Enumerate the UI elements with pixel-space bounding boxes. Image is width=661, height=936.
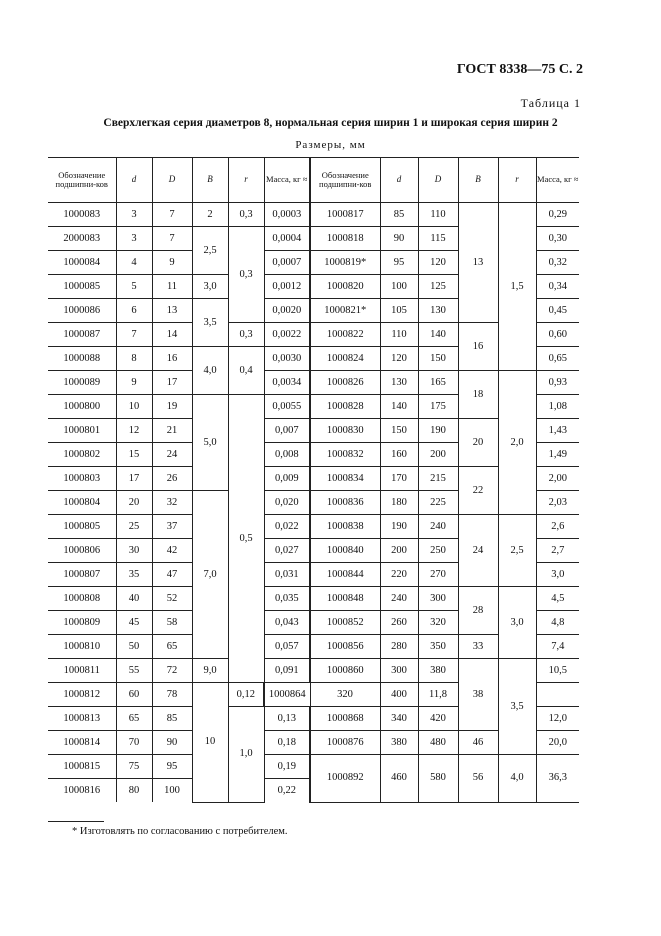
D-cell: 17 (152, 371, 192, 395)
D-cell: 7 (152, 227, 192, 251)
mass-cell: 0,0003 (264, 203, 310, 227)
column-header: Обозначение подшипни-ков (310, 158, 380, 203)
D-cell: 26 (152, 467, 192, 491)
mass-cell: 1,43 (536, 419, 579, 443)
designation-cell: 1000876 (310, 731, 380, 755)
d-cell: 100 (380, 275, 418, 299)
designation-cell: 1000830 (310, 419, 380, 443)
designation-cell: 1000089 (48, 371, 116, 395)
d-cell: 180 (380, 491, 418, 515)
D-cell: 16 (152, 347, 192, 371)
d-cell: 300 (380, 659, 418, 683)
table-number: Таблица 1 (520, 96, 581, 110)
designation-cell: 1000087 (48, 323, 116, 347)
d-cell: 110 (380, 323, 418, 347)
D-cell: 72 (152, 659, 192, 683)
d-cell: 5 (116, 275, 152, 299)
D-cell: 52 (152, 587, 192, 611)
mass-cell: 0,022 (264, 515, 310, 539)
mass-cell: 36,3 (536, 755, 579, 803)
B-cell: 3,0 (192, 275, 228, 299)
designation-cell: 1000822 (310, 323, 380, 347)
d-cell: 240 (380, 587, 418, 611)
designation-cell: 1000832 (310, 443, 380, 467)
d-cell: 75 (116, 755, 152, 779)
D-cell: 21 (152, 419, 192, 443)
r-cell: 0,3 (228, 203, 264, 227)
footnote: * Изготовлять по согласованию с потребителем. (72, 826, 288, 837)
bearing-dimensions-table (48, 157, 579, 803)
designation-cell: 1000852 (310, 611, 380, 635)
d-cell: 35 (116, 563, 152, 587)
mass-cell: 0,020 (264, 491, 310, 515)
d-cell: 17 (116, 467, 152, 491)
B-cell: 38 (458, 659, 498, 731)
column-header: r (498, 158, 536, 203)
d-cell: 280 (380, 635, 418, 659)
designation-cell: 1000815 (48, 755, 116, 779)
r-cell: 0,3 (228, 323, 264, 347)
mass-cell: 0,30 (536, 227, 579, 251)
mass-cell: 0,035 (264, 587, 310, 611)
table-row (48, 587, 579, 611)
mass-cell: 7,4 (536, 635, 579, 659)
designation-cell: 1000812 (48, 683, 116, 707)
B-cell: 16 (458, 323, 498, 371)
d-cell: 95 (380, 251, 418, 275)
designation-cell: 1000805 (48, 515, 116, 539)
D-cell: 125 (418, 275, 458, 299)
column-header: d (116, 158, 152, 203)
designation-cell: 1000840 (310, 539, 380, 563)
table-row (48, 203, 579, 227)
designation-cell: 1000817 (310, 203, 380, 227)
mass-cell: 0,091 (264, 659, 310, 683)
header-row (48, 158, 579, 203)
d-cell: 90 (380, 227, 418, 251)
mass-cell: 0,34 (536, 275, 579, 299)
designation-cell: 1000816 (48, 779, 116, 803)
mass-cell: 0,60 (536, 323, 579, 347)
r-cell: 1,0 (228, 707, 264, 803)
mass-cell: 2,6 (536, 515, 579, 539)
mass-cell: 4,5 (536, 587, 579, 611)
B-cell: 7,0 (192, 491, 228, 659)
d-cell: 15 (116, 443, 152, 467)
B-cell: 22 (458, 467, 498, 515)
B-cell: 2 (192, 203, 228, 227)
designation-cell: 1000083 (48, 203, 116, 227)
designation-cell: 1000813 (48, 707, 116, 731)
d-cell: 460 (380, 755, 418, 803)
mass-cell: 2,00 (536, 467, 579, 491)
designation-cell: 1000085 (48, 275, 116, 299)
table-caption: Сверхлегкая серия диаметров 8, нормальная серия ширин 1 и широкая серия ширин 2 (103, 117, 558, 129)
d-cell: 170 (380, 467, 418, 491)
d-cell: 260 (380, 611, 418, 635)
designation-cell: 1000826 (310, 371, 380, 395)
B-cell: 3,5 (192, 299, 228, 347)
designation-cell: 1000821* (310, 299, 380, 323)
D-cell: 13 (152, 299, 192, 323)
designation-cell: 1000810 (48, 635, 116, 659)
mass-cell: 3,0 (536, 563, 579, 587)
d-cell: 320 (310, 683, 380, 707)
B-cell: 10 (192, 683, 228, 803)
designation-cell: 1000800 (48, 395, 116, 419)
D-cell: 250 (418, 539, 458, 563)
mass-cell: 0,0020 (264, 299, 310, 323)
mass-cell: 0,13 (264, 707, 310, 731)
mass-cell: 4,8 (536, 611, 579, 635)
D-cell: 200 (418, 443, 458, 467)
mass-cell: 0,0034 (264, 371, 310, 395)
B-cell: 46 (458, 731, 498, 755)
mass-cell: 20,0 (536, 731, 579, 755)
d-cell: 160 (380, 443, 418, 467)
r-cell: 0,3 (228, 227, 264, 323)
r-cell: 0,4 (228, 347, 264, 395)
B-cell: 24 (458, 515, 498, 587)
table-row (48, 755, 579, 779)
d-cell: 60 (116, 683, 152, 707)
column-header: B (192, 158, 228, 203)
designation-cell: 1000860 (310, 659, 380, 683)
designation-cell: 1000809 (48, 611, 116, 635)
designation-cell: 1000804 (48, 491, 116, 515)
d-cell: 340 (380, 707, 418, 731)
D-cell: 215 (418, 467, 458, 491)
table-row (48, 659, 579, 683)
mass-cell: 0,027 (264, 539, 310, 563)
mass-cell: 0,031 (264, 563, 310, 587)
d-cell: 30 (116, 539, 152, 563)
D-cell: 190 (418, 419, 458, 443)
mass-cell: 0,0012 (264, 275, 310, 299)
r-cell: 3,0 (498, 587, 536, 659)
D-cell: 480 (418, 731, 458, 755)
mass-cell: 11,8 (418, 683, 458, 707)
d-cell: 10 (116, 395, 152, 419)
d-cell: 140 (380, 395, 418, 419)
d-cell: 85 (380, 203, 418, 227)
d-cell: 8 (116, 347, 152, 371)
B-cell: 2,5 (192, 227, 228, 275)
d-cell: 150 (380, 419, 418, 443)
D-cell: 24 (152, 443, 192, 467)
D-cell: 78 (152, 683, 192, 707)
d-cell: 3 (116, 203, 152, 227)
column-header: d (380, 158, 418, 203)
B-cell: 20 (458, 419, 498, 467)
B-cell: 13 (458, 203, 498, 323)
r-cell: 2,5 (498, 515, 536, 587)
d-cell: 190 (380, 515, 418, 539)
D-cell: 165 (418, 371, 458, 395)
designation-cell: 1000864 (264, 683, 310, 707)
designation-cell: 1000834 (310, 467, 380, 491)
column-header: D (418, 158, 458, 203)
mass-cell: 0,008 (264, 443, 310, 467)
mass-cell: 0,45 (536, 299, 579, 323)
mass-cell: 0,057 (264, 635, 310, 659)
D-cell: 95 (152, 755, 192, 779)
D-cell: 110 (418, 203, 458, 227)
mass-cell: 0,22 (264, 779, 310, 803)
mass-cell: 0,29 (536, 203, 579, 227)
mass-cell: 2,7 (536, 539, 579, 563)
designation-cell: 1000801 (48, 419, 116, 443)
mass-cell: 0,0007 (264, 251, 310, 275)
d-cell: 3 (116, 227, 152, 251)
r-cell: 0,5 (228, 395, 264, 683)
mass-cell: 0,0030 (264, 347, 310, 371)
mass-cell: 0,18 (264, 731, 310, 755)
table-row (48, 515, 579, 539)
column-header: r (228, 158, 264, 203)
mass-cell: 0,93 (536, 371, 579, 395)
d-cell: 65 (116, 707, 152, 731)
D-cell: 37 (152, 515, 192, 539)
D-cell: 380 (418, 659, 458, 683)
page-header: ГОСТ 8338—75 С. 2 (456, 62, 583, 77)
designation-cell: 1000807 (48, 563, 116, 587)
D-cell: 47 (152, 563, 192, 587)
d-cell: 6 (116, 299, 152, 323)
mass-cell: 0,12 (228, 683, 264, 707)
designation-cell: 1000086 (48, 299, 116, 323)
D-cell: 9 (152, 251, 192, 275)
D-cell: 300 (418, 587, 458, 611)
D-cell: 58 (152, 611, 192, 635)
D-cell: 130 (418, 299, 458, 323)
mass-cell: 0,007 (264, 419, 310, 443)
D-cell: 175 (418, 395, 458, 419)
designation-cell: 1000836 (310, 491, 380, 515)
D-cell: 7 (152, 203, 192, 227)
D-cell: 580 (418, 755, 458, 803)
designation-cell: 1000820 (310, 275, 380, 299)
designation-cell: 1000814 (48, 731, 116, 755)
designation-cell: 1000811 (48, 659, 116, 683)
B-cell: 33 (458, 635, 498, 659)
D-cell: 120 (418, 251, 458, 275)
designation-cell: 1000802 (48, 443, 116, 467)
d-cell: 130 (380, 371, 418, 395)
d-cell: 50 (116, 635, 152, 659)
mass-cell: 0,0055 (264, 395, 310, 419)
D-cell: 85 (152, 707, 192, 731)
column-header: D (152, 158, 192, 203)
D-cell: 65 (152, 635, 192, 659)
designation-cell: 1000838 (310, 515, 380, 539)
d-cell: 120 (380, 347, 418, 371)
B-cell: 9,0 (192, 659, 228, 683)
mass-cell: 0,65 (536, 347, 579, 371)
D-cell: 32 (152, 491, 192, 515)
D-cell: 225 (418, 491, 458, 515)
d-cell: 70 (116, 731, 152, 755)
D-cell: 14 (152, 323, 192, 347)
mass-cell: 0,009 (264, 467, 310, 491)
designation-cell: 1000856 (310, 635, 380, 659)
d-cell: 105 (380, 299, 418, 323)
designation-cell: 1000803 (48, 467, 116, 491)
mass-cell: 0,0022 (264, 323, 310, 347)
d-cell: 9 (116, 371, 152, 395)
d-cell: 12 (116, 419, 152, 443)
mass-cell: 0,0004 (264, 227, 310, 251)
designation-cell: 1000808 (48, 587, 116, 611)
D-cell: 270 (418, 563, 458, 587)
designation-cell: 1000892 (310, 755, 380, 803)
designation-cell: 1000844 (310, 563, 380, 587)
D-cell: 42 (152, 539, 192, 563)
d-cell: 220 (380, 563, 418, 587)
mass-cell: 10,5 (536, 659, 579, 683)
D-cell: 90 (152, 731, 192, 755)
D-cell: 100 (152, 779, 192, 803)
designation-cell: 1000818 (310, 227, 380, 251)
D-cell: 240 (418, 515, 458, 539)
d-cell: 4 (116, 251, 152, 275)
mass-cell: 1,08 (536, 395, 579, 419)
designation-cell: 1000848 (310, 587, 380, 611)
column-header: B (458, 158, 498, 203)
r-cell: 4,0 (498, 755, 536, 803)
mass-cell: 0,043 (264, 611, 310, 635)
r-cell: 3,5 (498, 659, 536, 755)
D-cell: 11 (152, 275, 192, 299)
D-cell: 150 (418, 347, 458, 371)
mass-cell: 0,19 (264, 755, 310, 779)
d-cell: 55 (116, 659, 152, 683)
d-cell: 40 (116, 587, 152, 611)
B-cell: 18 (458, 371, 498, 419)
D-cell: 400 (380, 683, 418, 707)
D-cell: 320 (418, 611, 458, 635)
designation-cell: 1000088 (48, 347, 116, 371)
d-cell: 7 (116, 323, 152, 347)
d-cell: 25 (116, 515, 152, 539)
designation-cell: 2000083 (48, 227, 116, 251)
d-cell: 380 (380, 731, 418, 755)
mass-cell: 12,0 (536, 707, 579, 731)
d-cell: 80 (116, 779, 152, 803)
D-cell: 19 (152, 395, 192, 419)
column-header: Масса, кг ≈ (264, 158, 310, 203)
B-cell: 4,0 (192, 347, 228, 395)
column-header: Обозначение подшипни-ков (48, 158, 116, 203)
D-cell: 420 (418, 707, 458, 731)
mass-cell: 1,49 (536, 443, 579, 467)
mass-cell: 2,03 (536, 491, 579, 515)
r-cell: 2,0 (498, 371, 536, 515)
D-cell: 140 (418, 323, 458, 347)
table-row (48, 371, 579, 395)
d-cell: 45 (116, 611, 152, 635)
designation-cell: 1000819* (310, 251, 380, 275)
B-cell: 28 (458, 587, 498, 635)
footnote-divider (48, 821, 104, 822)
column-header: Масса, кг ≈ (536, 158, 579, 203)
designation-cell: 1000824 (310, 347, 380, 371)
r-cell: 1,5 (498, 203, 536, 371)
d-cell: 200 (380, 539, 418, 563)
B-cell: 56 (458, 755, 498, 803)
designation-cell: 1000868 (310, 707, 380, 731)
D-cell: 350 (418, 635, 458, 659)
d-cell: 20 (116, 491, 152, 515)
designation-cell: 1000828 (310, 395, 380, 419)
designation-cell: 1000084 (48, 251, 116, 275)
B-cell: 5,0 (192, 395, 228, 491)
D-cell: 115 (418, 227, 458, 251)
designation-cell: 1000806 (48, 539, 116, 563)
mass-cell: 0,32 (536, 251, 579, 275)
dimensions-note: Размеры, мм (295, 139, 366, 151)
